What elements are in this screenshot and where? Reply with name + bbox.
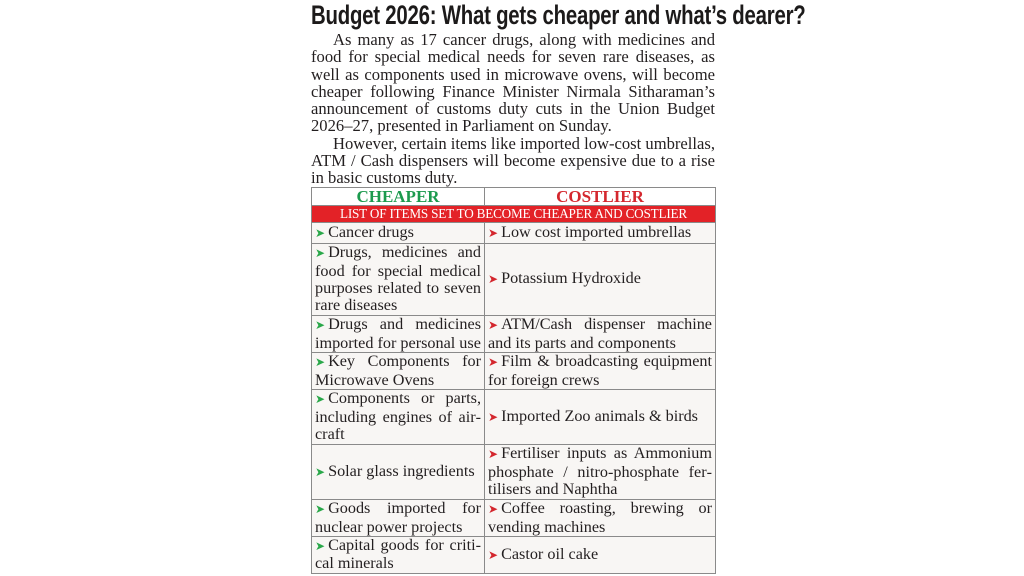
- list-banner: LIST OF ITEMS SET TO BECOME CHEAPER AND COSTLIER: [312, 206, 716, 223]
- arrowhead-right-icon: ➤: [488, 318, 499, 333]
- cheaper-item: [312, 500, 485, 537]
- costlier-item: [485, 390, 716, 445]
- arrowhead-right-icon: ➤: [488, 409, 499, 424]
- header-row: [312, 188, 716, 206]
- item-text: Film & broadcasting equipment for foreign crews: [488, 352, 712, 389]
- cheaper-item: [312, 244, 485, 316]
- arrowhead-right-icon: ➤: [315, 464, 326, 479]
- item-text: Key Components for Microwave Ovens: [315, 352, 481, 389]
- cheaper-item: [312, 390, 485, 445]
- cheaper-header: CHEAPER: [312, 188, 485, 206]
- costlier-item: [485, 353, 716, 390]
- article: [311, 0, 806, 188]
- paragraph: As many as 17 cancer drugs, along with medicines and food for special medical needs for seven rare diseases, as well as components used in microwave ovens, will become cheaper following Finance Minister Nirmala Sitharaman’s announcement of customs duty cuts in the Union Budget 2026–27, presented in Parliament on Sunday.: [311, 30, 715, 136]
- arrowhead-right-icon: ➤: [488, 447, 499, 462]
- paragraph: However, certain items like imported low-cost umbrellas, ATM / Cash dispensers will become expensive due to a rise in basic customs duty.: [311, 133, 715, 188]
- table-row: [312, 390, 716, 445]
- table-row: [312, 445, 716, 500]
- item-text: Components or parts, including engines of aircraft: [315, 389, 481, 444]
- arrowhead-right-icon: ➤: [315, 355, 326, 370]
- arrowhead-right-icon: ➤: [488, 547, 499, 562]
- table-row: [312, 500, 716, 537]
- arrowhead-right-icon: ➤: [315, 539, 326, 553]
- arrowhead-right-icon: ➤: [315, 392, 326, 407]
- headline: Budget 2026: What gets cheaper and what’s dearer?: [311, 0, 806, 30]
- costlier-item: [485, 537, 716, 574]
- cheaper-item: [312, 316, 485, 353]
- item-text: Capital goods for critical minerals: [315, 536, 481, 573]
- item-text: Drugs and medicines imported for personal use: [315, 315, 481, 352]
- arrowhead-right-icon: ➤: [488, 272, 499, 287]
- cheaper-costlier-table: [311, 187, 716, 574]
- table-row: [312, 316, 716, 353]
- arrowhead-right-icon: ➤: [315, 502, 326, 517]
- cheaper-item: [312, 353, 485, 390]
- arrowhead-right-icon: ➤: [315, 246, 326, 261]
- arrowhead-right-icon: ➤: [488, 502, 499, 517]
- costlier-item: [485, 244, 716, 316]
- banner-row: [312, 206, 716, 223]
- arrowhead-right-icon: ➤: [315, 318, 326, 333]
- table-row: [312, 223, 716, 244]
- arrowhead-right-icon: ➤: [488, 225, 499, 240]
- table-row: [312, 537, 716, 574]
- cheaper-item: [312, 445, 485, 500]
- costlier-item: [485, 500, 716, 537]
- item-text: Coffee roasting, brewing or vending machines: [488, 499, 712, 536]
- item-text: ATM/Cash dispenser machine and its parts and components: [488, 315, 712, 352]
- costlier-item: [485, 445, 716, 500]
- table-row: [312, 353, 716, 390]
- costlier-item: [485, 223, 716, 244]
- table-row: [312, 244, 716, 316]
- costlier-item: [485, 316, 716, 353]
- item-text: Cancer drugs: [328, 222, 414, 241]
- item-text: Low cost imported umbrellas: [501, 222, 692, 241]
- item-text: Solar glass ingredients: [328, 461, 475, 480]
- arrowhead-right-icon: ➤: [488, 355, 499, 370]
- item-text: Castor oil cake: [501, 544, 599, 563]
- item-text: Potassium Hydroxide: [501, 269, 641, 288]
- arrowhead-right-icon: ➤: [315, 225, 326, 240]
- item-text: Imported Zoo animals & birds: [501, 406, 698, 425]
- cheaper-item: [312, 537, 485, 574]
- costlier-header: COSTLIER: [485, 188, 716, 206]
- item-text: Goods imported for nuclear power projects: [315, 499, 481, 536]
- item-text: Drugs, medicines and food for special medical purposes related to seven rare diseases: [315, 243, 481, 315]
- cheaper-item: [312, 223, 485, 244]
- item-text: Fertiliser inputs as Ammonium phosphate / nitro-phosphate fertilisers and Naphtha: [488, 444, 712, 499]
